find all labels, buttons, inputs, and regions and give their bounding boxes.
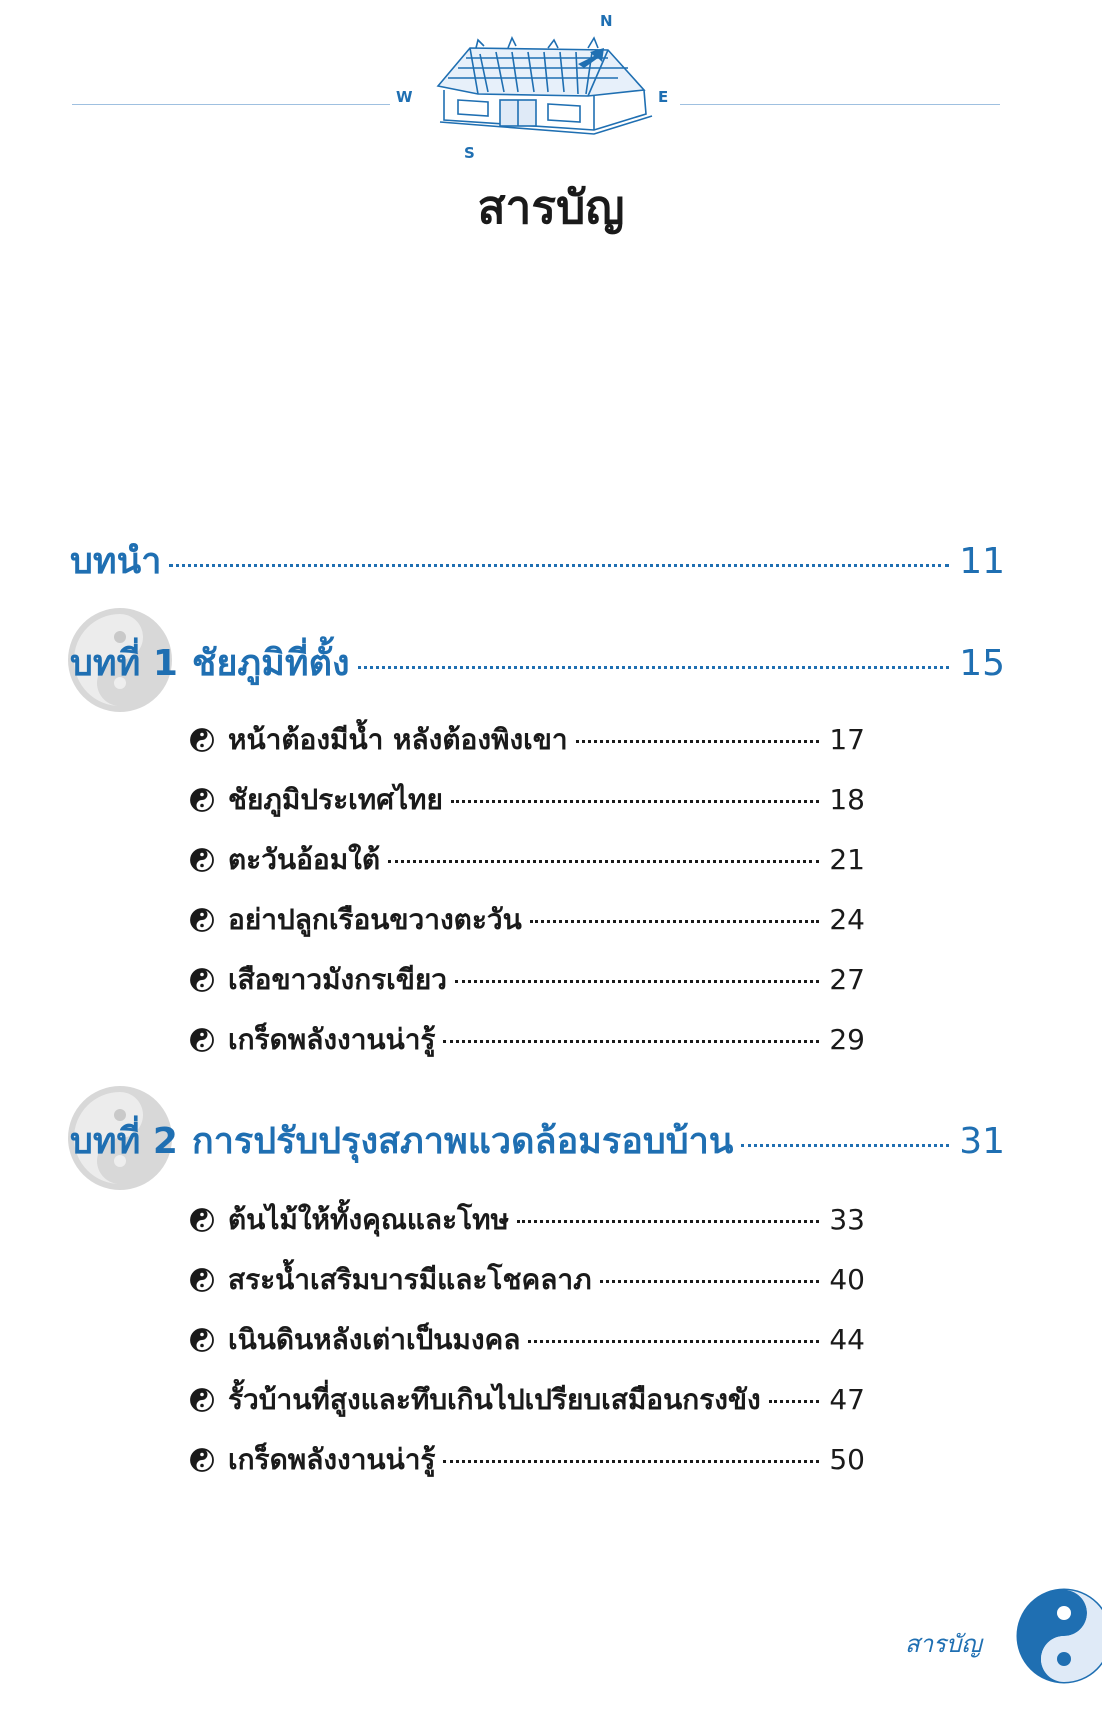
toc-page-number: 50 bbox=[829, 1443, 865, 1476]
toc-item[interactable] bbox=[190, 838, 865, 882]
yin-yang-icon bbox=[190, 1448, 214, 1472]
chapter-label: ชัยภูมิที่ตั้ง bbox=[191, 643, 350, 684]
page-title: สารบัญ bbox=[477, 180, 625, 234]
chapter-label: การปรับปรุงสภาพแวดล้อมรอบบ้าน bbox=[191, 1121, 734, 1162]
toc-page-number: 24 bbox=[829, 903, 865, 936]
dot-leader bbox=[358, 666, 950, 669]
yin-yang-icon bbox=[190, 1388, 214, 1412]
toc-item[interactable] bbox=[190, 1378, 865, 1422]
toc-item-label: ต้นไม้ให้ทั้งคุณและโทษ bbox=[228, 1203, 510, 1236]
toc-item-label: ตะวันอ้อมใต้ bbox=[228, 843, 381, 876]
dot-leader bbox=[451, 800, 819, 803]
chapter-title bbox=[70, 1112, 733, 1169]
dot-leader bbox=[455, 980, 819, 983]
toc-page-number: 27 bbox=[829, 963, 865, 996]
compass-line-right bbox=[680, 104, 1000, 105]
toc-page-number: 47 bbox=[829, 1383, 865, 1416]
toc-chapter-2[interactable] bbox=[70, 1112, 1005, 1169]
toc-page-number: 29 bbox=[829, 1023, 865, 1056]
dot-leader bbox=[530, 920, 820, 923]
dot-leader bbox=[443, 1040, 819, 1043]
toc-item-label: เกร็ดพลังงานน่ารู้ bbox=[228, 1443, 436, 1476]
toc-page-number: 33 bbox=[829, 1203, 865, 1236]
yin-yang-icon bbox=[190, 968, 214, 992]
dot-leader bbox=[528, 1340, 819, 1343]
toc-item[interactable] bbox=[190, 1318, 865, 1362]
toc-page-number: 21 bbox=[829, 843, 865, 876]
toc-item-label: สระน้ำเสริมบารมีและโชคลาภ bbox=[228, 1263, 592, 1296]
toc-page-number: 11 bbox=[959, 541, 1005, 582]
yin-yang-icon bbox=[190, 728, 214, 752]
header-illustration bbox=[0, 0, 1102, 160]
dot-leader bbox=[576, 740, 820, 743]
toc-item[interactable] bbox=[190, 1198, 865, 1242]
toc-item-label: เกร็ดพลังงานน่ารู้ bbox=[228, 1023, 436, 1056]
dot-leader bbox=[388, 860, 819, 863]
yin-yang-icon bbox=[190, 1208, 214, 1232]
toc-page-number: 31 bbox=[959, 1121, 1005, 1162]
dot-leader bbox=[517, 1220, 819, 1223]
compass-south-label: S bbox=[464, 144, 475, 162]
compass-north-label: N bbox=[600, 12, 613, 30]
toc-item[interactable] bbox=[190, 898, 865, 942]
compass-east-label: E bbox=[658, 88, 669, 106]
house-icon bbox=[418, 34, 658, 144]
dot-leader bbox=[769, 1400, 820, 1403]
toc-item-label: เสือขาวมังกรเขียว bbox=[228, 963, 448, 996]
toc-item-label: รั้วบ้านที่สูงและทึบเกินไปเปรียบเสมือนกรงขัง bbox=[228, 1383, 761, 1416]
toc-item[interactable] bbox=[190, 1258, 865, 1302]
yin-yang-icon bbox=[190, 788, 214, 812]
compass-west-label: W bbox=[396, 88, 413, 106]
toc-chapter-1[interactable] bbox=[70, 634, 1005, 691]
toc-page-number: 18 bbox=[829, 783, 865, 816]
toc-item-label: ชัยภูมิประเทศไทย bbox=[228, 783, 443, 816]
toc-item-label: เนินดินหลังเต่าเป็นมงคล bbox=[228, 1323, 521, 1356]
toc-item[interactable] bbox=[190, 718, 865, 762]
toc-item[interactable] bbox=[190, 778, 865, 822]
compass-line-left bbox=[72, 104, 390, 105]
toc-item[interactable] bbox=[190, 958, 865, 1002]
toc-item[interactable] bbox=[190, 1018, 865, 1062]
toc-page-number: 15 bbox=[959, 643, 1005, 684]
yin-yang-icon bbox=[190, 1028, 214, 1052]
toc-item[interactable] bbox=[190, 1438, 865, 1482]
footer-section-label: สารบัญ bbox=[905, 1630, 982, 1658]
dot-leader bbox=[600, 1280, 820, 1283]
dot-leader bbox=[443, 1460, 819, 1463]
yin-yang-icon bbox=[190, 1268, 214, 1292]
dot-leader bbox=[169, 564, 949, 567]
toc-page-number: 17 bbox=[829, 723, 865, 756]
dot-leader bbox=[741, 1144, 949, 1147]
chapter-title bbox=[70, 634, 350, 691]
toc-page-number: 40 bbox=[829, 1263, 865, 1296]
yin-yang-icon bbox=[190, 848, 214, 872]
yin-yang-icon bbox=[190, 908, 214, 932]
yin-yang-icon bbox=[190, 1328, 214, 1352]
chapter-number: บทที่ 2 bbox=[70, 1121, 178, 1162]
toc-page-number: 44 bbox=[829, 1323, 865, 1356]
toc-entry-label: บทนำ bbox=[70, 541, 162, 582]
yin-yang-icon bbox=[1012, 1586, 1102, 1686]
toc-item-label: หน้าต้องมีน้ำ หลังต้องพิงเขา bbox=[228, 723, 568, 756]
toc-item-label: อย่าปลูกเรือนขวางตะวัน bbox=[228, 903, 522, 936]
toc-entry-intro[interactable] bbox=[70, 532, 1005, 589]
chapter-number: บทที่ 1 bbox=[70, 643, 178, 684]
